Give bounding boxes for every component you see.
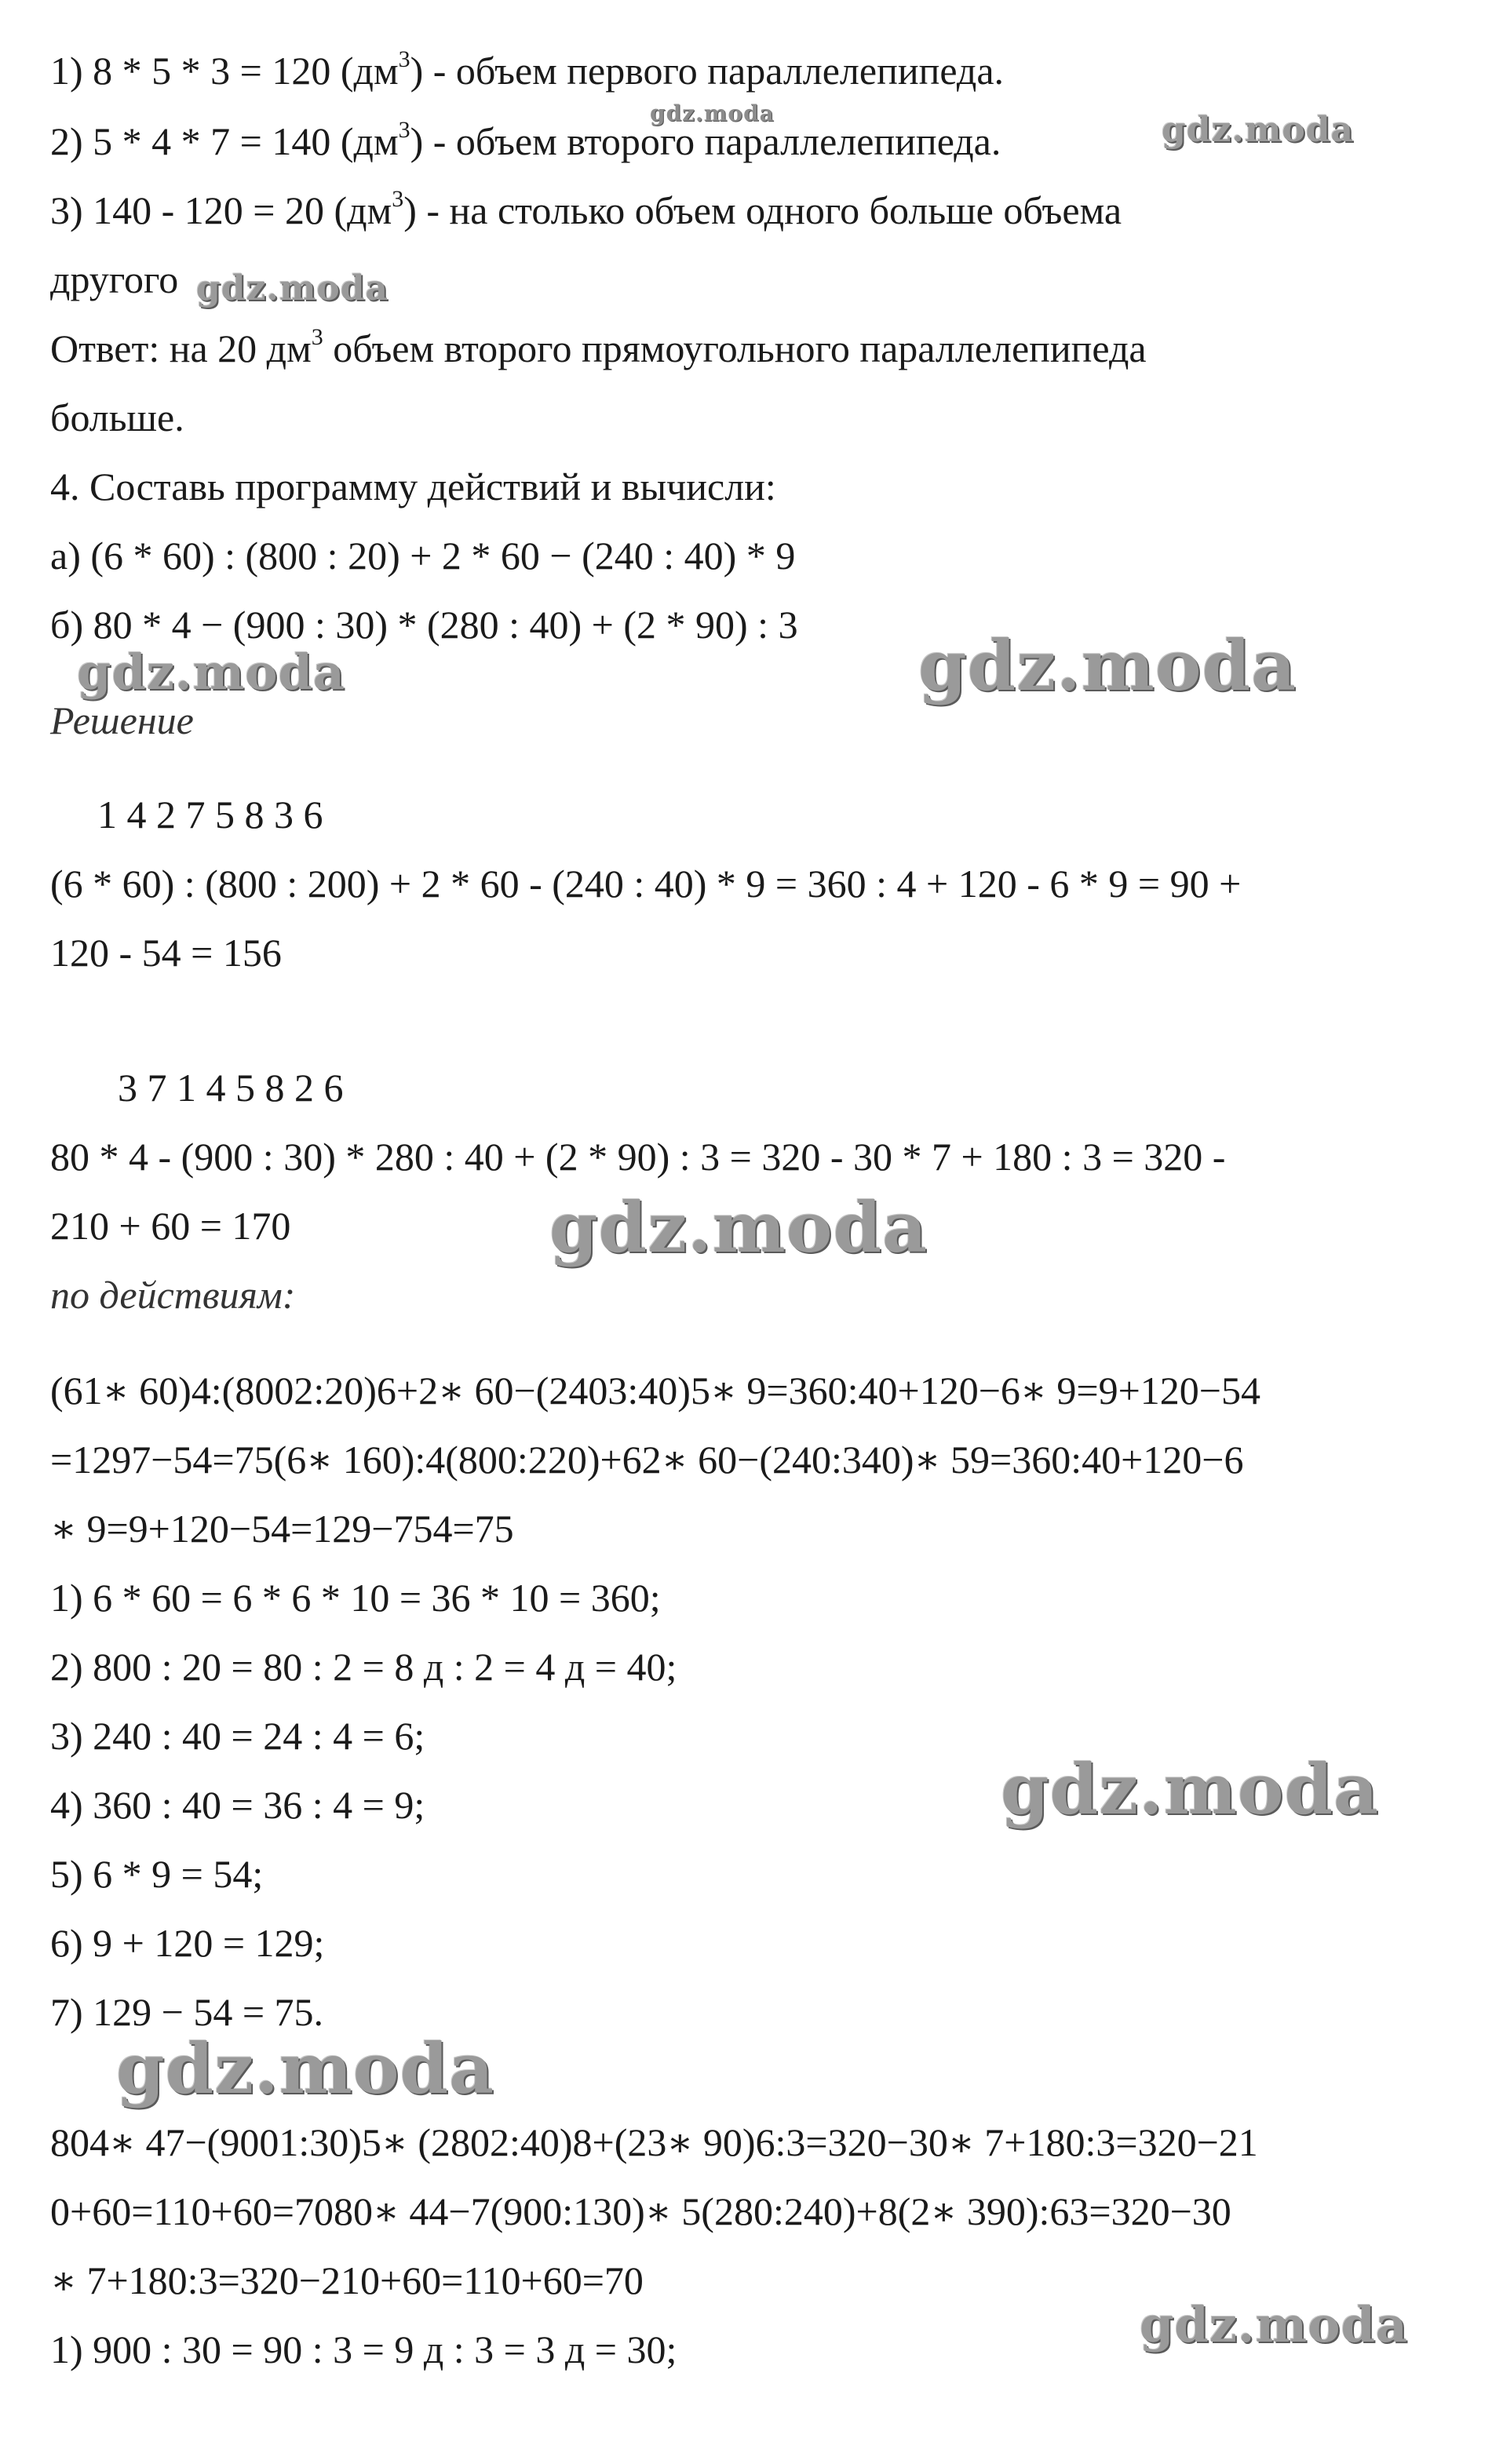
actions-a-line-3: ∗ 9=9+120−54=129−754=75	[50, 1507, 514, 1551]
task-b: б) 80 * 4 − (900 : 30) * (280 : 40) + (2 * 90) : 3	[50, 603, 798, 647]
watermark-logo: gdz.moda	[1001, 1748, 1380, 1830]
step-5: 5) 6 * 9 = 54;	[50, 1852, 264, 1896]
watermark-logo: gdz.moda	[77, 643, 345, 701]
text-line-6: больше.	[50, 395, 184, 439]
watermark-logo: gdz.moda	[1140, 2296, 1408, 2353]
task-a: а) (6 * 60) : (800 : 20) + 2 * 60 − (240 : 40) * 9	[50, 534, 796, 578]
task-heading: 4. Составь программу действий и вычисли:	[50, 465, 776, 508]
watermark-logo: gdz.moda	[196, 268, 389, 308]
step-4: 4) 360 : 40 = 36 : 4 = 9;	[50, 1783, 425, 1827]
solution-label: Решение	[50, 698, 194, 742]
watermark-logo: gdz.moda	[1162, 110, 1355, 150]
step-6: 6) 9 + 120 = 129;	[50, 1921, 325, 1965]
step-1: 1) 6 * 60 = 6 * 6 * 10 = 36 * 10 = 360;	[50, 1576, 661, 1620]
watermark-logo: gdz.moda	[549, 1186, 928, 1268]
actions-b-line-1: 804∗ 47−(9001:30)5∗ (2802:40)8+(23∗ 90)6:3=320−30∗ 7+180:3=320−21	[50, 2120, 1258, 2164]
text-line-4: другого	[50, 257, 179, 301]
step-3: 3) 240 : 40 = 24 : 4 = 6;	[50, 1714, 425, 1758]
text-line-2: 2) 5 * 4 * 7 = 140 $(дм^3)$ - объем второго параллелепипеда.	[50, 117, 1001, 163]
text-line-1: 1) 8 * 5 * 3 = 120 $(дм^3)$ - объем первого параллелепипеда.	[50, 46, 1005, 93]
watermark-logo: gdz.moda	[650, 100, 775, 126]
order-numbers-b: 3 7 1 4 5 8 2 6	[118, 1066, 344, 1110]
order-numbers-a: 1 4 2 7 5 8 3 6	[97, 793, 323, 837]
step-2: 2) 800 : 20 = 80 : 2 = 8 д : 2 = 4 д = 40;	[50, 1645, 677, 1689]
solution-a-line-1: (6 * 60) : (800 : 200) + 2 * 60 - (240 : 40) * 9 = 360 : 4 + 120 - 6 * 9 = 90 +	[50, 862, 1242, 906]
actions-b-line-2: 0+60=110+60=7080∗ 44−7(900:130)∗ 5(280:240)+8(2∗ 390):63=320−30	[50, 2189, 1231, 2233]
step-b-1: 1) 900 : 30 = 90 : 3 = 9 д : 3 = 3 д = 30;	[50, 2327, 677, 2371]
solution-b-line-1: 80 * 4 - (900 : 30) * 280 : 40 + (2 * 90) : 3 = 320 - 30 * 7 + 180 : 3 = 320 -	[50, 1135, 1226, 1179]
watermark-logo: gdz.moda	[918, 625, 1297, 706]
answer-line: Ответ: на 20 $дм^3$ объем второго прямоугольного параллелепипеда	[50, 324, 1147, 370]
watermark-logo: gdz.moda	[116, 2028, 495, 2109]
actions-b-line-3: ∗ 7+180:3=320−210+60=110+60=70	[50, 2258, 644, 2302]
text-line-3: 3) 140 - 120 = 20 $(дм^3)$ - на столько объем одного больше объема	[50, 186, 1122, 232]
solution-a-line-2: 120 - 54 = 156	[50, 931, 282, 975]
step-7: 7) 129 − 54 = 75.	[50, 1990, 324, 2034]
by-actions-label: по действиям:	[50, 1273, 296, 1317]
solution-b-line-2: 210 + 60 = 170	[50, 1204, 291, 1248]
actions-a-line-1: (61∗ 60)4:(8002:20)6+2∗ 60−(2403:40)5∗ 9=360:40+120−6∗ 9=9+120−54	[50, 1369, 1260, 1412]
actions-a-line-2: =1297−54=75(6∗ 160):4(800:220)+62∗ 60−(240:340)∗ 59=360:40+120−6	[50, 1438, 1244, 1482]
